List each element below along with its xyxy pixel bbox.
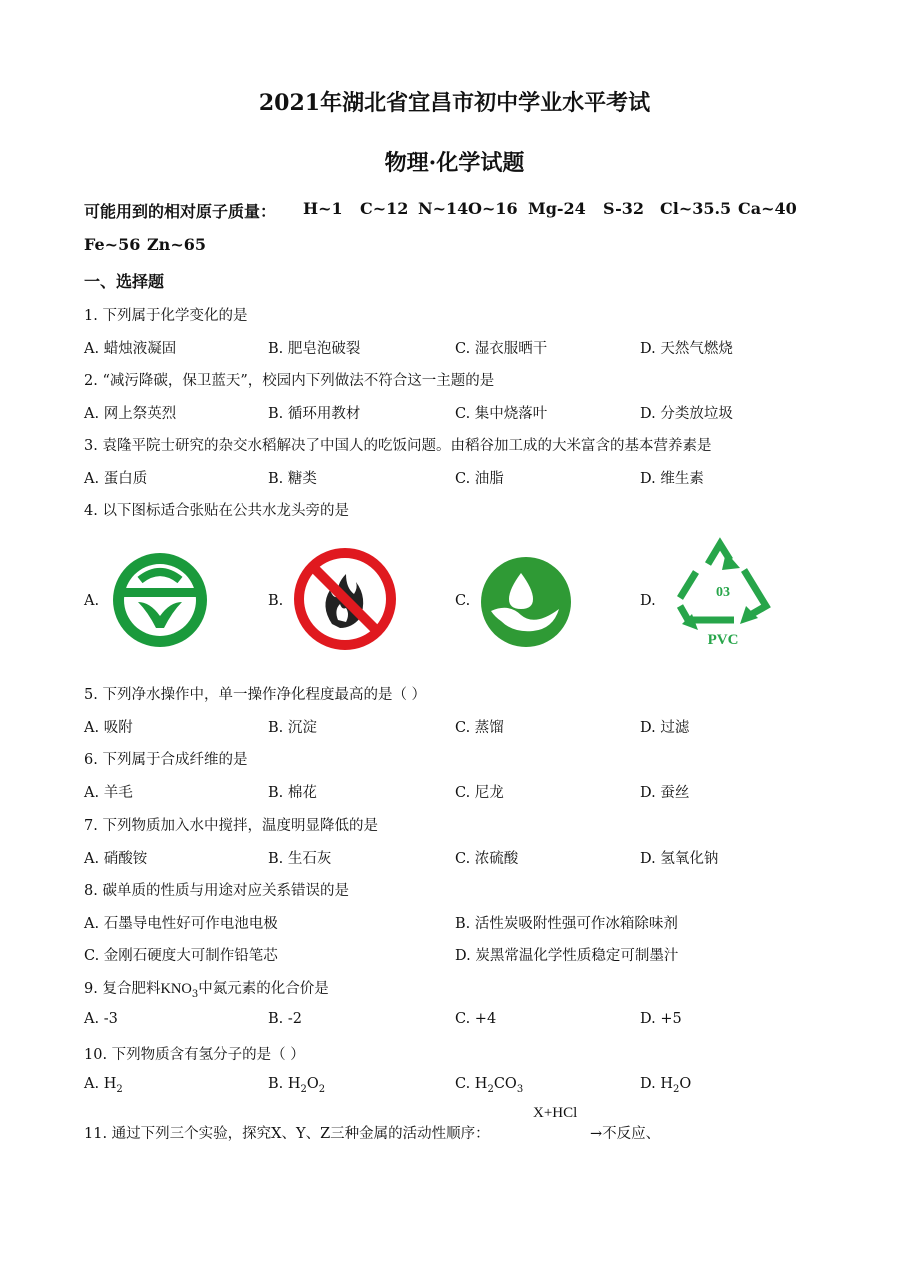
option-a: A. 吸附 bbox=[84, 720, 133, 736]
recycle-pvc-icon bbox=[668, 534, 778, 650]
option-a: A. 蜡烛液凝固 bbox=[84, 341, 177, 357]
option-d: D. 炭黑常温化学性质稳定可制墨汁 bbox=[455, 948, 679, 964]
option-d: D. 天然气燃烧 bbox=[640, 341, 733, 357]
option-b: B. 肥皂泡破裂 bbox=[268, 341, 361, 357]
option-b: B. 循环用教材 bbox=[268, 406, 361, 422]
atomic-mass-n: N~14 bbox=[418, 199, 469, 218]
atomic-mass-mg: Mg-24 bbox=[528, 199, 586, 218]
option-b: B. -2 bbox=[268, 1011, 302, 1027]
atomic-mass-label: 可能用到的相对原子质量： bbox=[84, 202, 277, 221]
atomic-mass-cl: Cl~35.5 bbox=[660, 199, 732, 218]
option-b: B. 生石灰 bbox=[268, 851, 332, 867]
option-c: C. $H_2CO_3$ bbox=[455, 1076, 524, 1095]
recycle-code: 03 bbox=[716, 585, 730, 600]
option-d: D. $H_2O$ bbox=[640, 1076, 692, 1095]
option-b: B. 糖类 bbox=[268, 471, 317, 487]
green-food-logo-icon bbox=[110, 550, 210, 650]
question-stem: 7. 下列物质加入水中搅拌，温度明显降低的是 bbox=[84, 818, 378, 834]
section-heading: 一、选择题 bbox=[84, 272, 165, 291]
water-saving-logo-icon bbox=[479, 555, 573, 649]
option-a: A. 石墨导电性好可作电池电极 bbox=[84, 916, 278, 932]
option-c: C. 尼龙 bbox=[455, 785, 504, 801]
atomic-mass-zn: Zn~65 bbox=[147, 235, 206, 254]
option-c: C. 油脂 bbox=[455, 471, 504, 487]
option-b: B. bbox=[268, 593, 284, 609]
option-c: C. 浓硫酸 bbox=[455, 851, 519, 867]
option-c: C. +4 bbox=[455, 1011, 497, 1027]
option-a: A. $H_2$ bbox=[84, 1076, 123, 1095]
option-a: A. 蛋白质 bbox=[84, 471, 148, 487]
option-c: C. 蒸馏 bbox=[455, 720, 504, 736]
recycle-label: PVC bbox=[707, 632, 739, 648]
question-stem: 1. 下列属于化学变化的是 bbox=[84, 308, 248, 324]
atomic-mass-ca: Ca~40 bbox=[738, 199, 797, 218]
option-c: C. 集中烧落叶 bbox=[455, 406, 548, 422]
atomic-mass-h: H~1 bbox=[303, 199, 343, 218]
option-b: B. $H_2O_2$ bbox=[268, 1076, 326, 1095]
option-c: C. 金刚石硬度大可制作铅笔芯 bbox=[84, 948, 278, 964]
atomic-mass-o: O~16 bbox=[468, 199, 518, 218]
atomic-mass-c: C~12 bbox=[360, 199, 409, 218]
option-d: D. 分类放垃圾 bbox=[640, 406, 733, 422]
exam-subtitle: 物理·化学试题 bbox=[384, 150, 525, 176]
option-c: C. bbox=[455, 593, 471, 609]
reaction-formula: X+HCl bbox=[533, 1105, 578, 1121]
no-fire-sign-icon bbox=[292, 546, 398, 652]
reaction-result: →不反应、 bbox=[590, 1126, 661, 1142]
option-d: D. +5 bbox=[640, 1011, 682, 1027]
question-stem: 9. 复合肥料$KNO_3$中氮元素的化合价是 bbox=[84, 981, 329, 1000]
option-a: A. 硝酸铵 bbox=[84, 851, 148, 867]
exam-title: 2021年湖北省宜昌市初中学业水平考试 bbox=[258, 90, 651, 116]
option-d: D. 过滤 bbox=[640, 720, 690, 736]
option-a: A. 网上祭英烈 bbox=[84, 406, 177, 422]
option-d: D. 维生素 bbox=[640, 471, 704, 487]
option-d: D. 氢氧化钠 bbox=[640, 851, 719, 867]
option-c: C. 湿衣服晒干 bbox=[455, 341, 548, 357]
option-b: B. 棉花 bbox=[268, 785, 317, 801]
atomic-mass-s: S-32 bbox=[603, 199, 645, 218]
question-stem: 5. 下列净水操作中，单一操作净化程度最高的是（ ） bbox=[84, 687, 427, 703]
option-b: B. 活性炭吸附性强可作冰箱除味剂 bbox=[455, 916, 678, 932]
option-d: D. 蚕丝 bbox=[640, 785, 690, 801]
question-stem: 4. 以下图标适合张贴在公共水龙头旁的是 bbox=[84, 503, 349, 519]
question-stem: 3. 袁隆平院士研究的杂交水稻解决了中国人的吃饭问题。由稻谷加工成的大米富含的基本营养素是 bbox=[84, 438, 712, 454]
question-stem: 8. 碳单质的性质与用途对应关系错误的是 bbox=[84, 883, 349, 899]
option-d: D. bbox=[640, 593, 656, 609]
option-b: B. 沉淀 bbox=[268, 720, 317, 736]
question-stem: 6. 下列属于合成纤维的是 bbox=[84, 752, 248, 768]
question-stem: 10. 下列物质含有氢分子的是（ ） bbox=[84, 1047, 305, 1063]
question-stem: 2. “减污降碳，保卫蓝天”，校园内下列做法不符合这一主题的是 bbox=[84, 373, 495, 389]
option-a: A. -3 bbox=[84, 1011, 118, 1027]
option-a: A. 羊毛 bbox=[84, 785, 133, 801]
atomic-mass-fe: Fe~56 bbox=[84, 235, 141, 254]
question-stem: 11. 通过下列三个实验，探究X、Y、Z三种金属的活动性顺序： bbox=[84, 1126, 490, 1142]
option-a: A. bbox=[84, 593, 100, 609]
